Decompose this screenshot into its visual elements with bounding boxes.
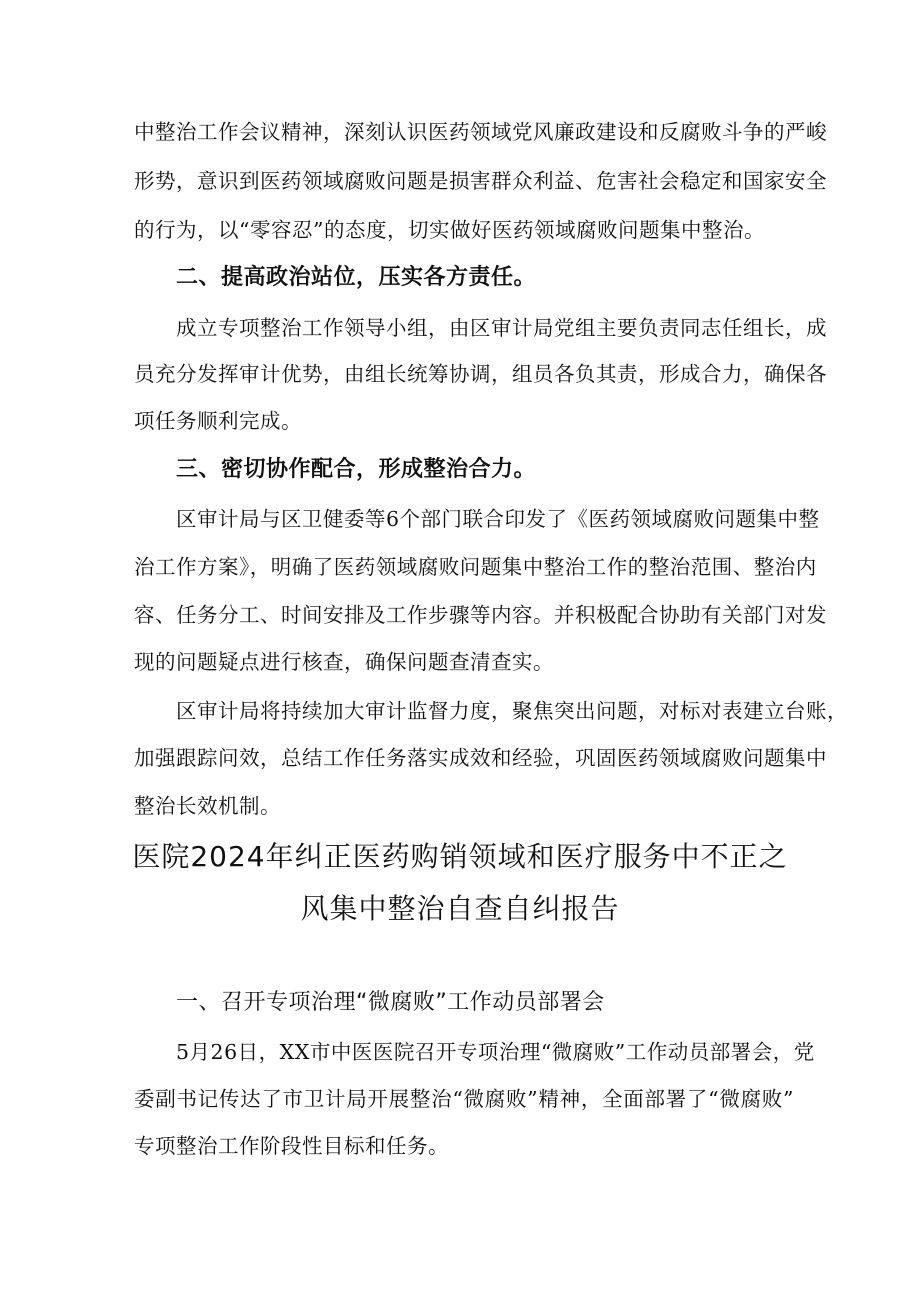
paragraph-line: 形势，意识到医药领域腐败问题是损害群众利益、危害社会稳定和国家安全 xyxy=(134,169,827,193)
paragraph-line: 委副书记传达了市卫计局开展整治“微腐败”精神，全面部署了“微腐败” xyxy=(134,1087,794,1111)
paragraph-line: 加强跟踪问效，总结工作任务落实成效和经验，巩固医药领域腐败问题集中 xyxy=(134,746,827,770)
report-title-line-1: 医院2024年纠正医药购销领域和医疗服务中不正之 xyxy=(132,840,788,873)
section-heading-1: 一、召开专项治理“微腐败”工作动员部署会 xyxy=(176,990,605,1015)
paragraph-line: 的行为，以“零容忍”的态度，切实做好医药领域腐败问题集中整治。 xyxy=(134,218,765,242)
paragraph-line: 区审计局与区卫健委等6个部门联合印发了《医药领域腐败问题集中整 xyxy=(176,507,820,531)
paragraph-line: 整治长效机制。 xyxy=(134,794,281,818)
paragraph-line: 中整治工作会议精神，深刻认识医药领域党风廉政建设和反腐败斗争的严峻 xyxy=(134,120,827,144)
section-heading-3: 三、密切协作配合，形成整治合力。 xyxy=(176,457,537,482)
paragraph-line: 现的问题疑点进行核查，确保问题查清查实。 xyxy=(134,650,554,674)
report-title-line-2: 风集中整治自查自纠报告 xyxy=(300,892,620,925)
paragraph-line: 成立专项整治工作领导小组，由区审计局党组主要负责同志任组长，成 xyxy=(176,316,827,340)
paragraph-line: 员充分发挥审计优势，由组长统筹协调，组员各负其责，形成合力，确保各 xyxy=(134,362,827,386)
paragraph-line: 项任务顺利完成。 xyxy=(134,409,302,433)
paragraph-line: 5月26日，XX市中医医院召开专项治理“微腐败”工作动员部署会，党 xyxy=(176,1040,815,1064)
paragraph-line: 容、任务分工、时间安排及工作步骤等内容。并积极配合协助有关部门对发 xyxy=(134,603,827,627)
paragraph-line: 区审计局将持续加大审计监督力度，聚焦突出问题，对标对表建立台账， xyxy=(176,699,848,723)
paragraph-line: 专项整治工作阶段性目标和任务。 xyxy=(134,1134,449,1158)
paragraph-line: 治工作方案》，明确了医药领域腐败问题集中整治工作的整治范围、整治内 xyxy=(134,555,817,579)
section-heading-2: 二、提高政治站位，压实各方责任。 xyxy=(176,265,537,290)
